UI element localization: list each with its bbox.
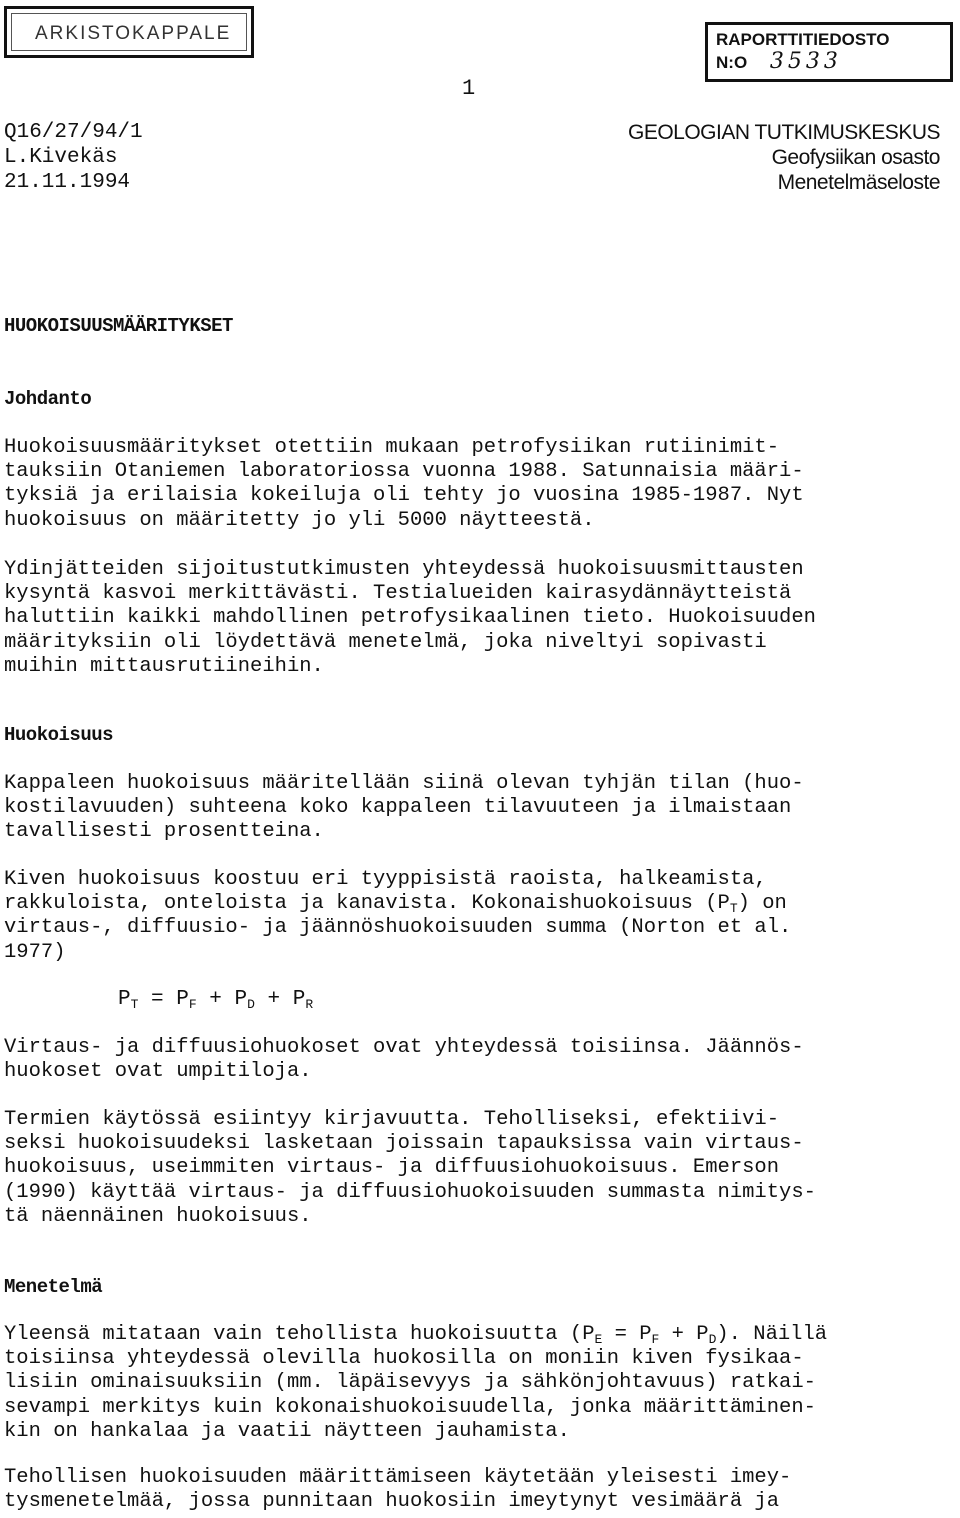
department-name: Geofysiikan osasto (771, 146, 940, 169)
method-paragraph-1-text-d: ). Näillä toisiinsa yhteydessä olevilla huokosilla on moniin kiven fysikaa- lisiin ominaisuuksiin (mm. läpäisevyys ja sähkönjohtavuus) ratkai- sevampi merkitys kuin kokonaishuokoisuudella, jonka määrittäminen- kin on hankalaa ja vaatii näytteen jauhamista. (4, 1323, 828, 1443)
formula-residual-porosity: P (292, 988, 306, 1011)
archive-stamp-label: ARKISTOKAPPALE (35, 23, 232, 44)
report-stamp-number: 3533 (769, 49, 842, 74)
formula-total-subscript: T (130, 997, 139, 1012)
porosity-paragraph-1: Kappaleen huokoisuus määritellään siinä olevan tyhjän tilan (huo- kostilavuuden) suhteena koko kappaleen tilavuuteen ja ilmaistaan tavallisesti prosentteina. (4, 772, 804, 844)
method-paragraph-1-subscript-f: F (651, 1332, 660, 1347)
report-stamp-number-label: N:O (716, 53, 748, 72)
porosity-paragraph-2 (4, 868, 940, 965)
formula-residual-subscript: R (305, 997, 314, 1012)
report-file-stamp (705, 22, 953, 82)
archive-copy-stamp (4, 6, 254, 58)
formula-diffusion-porosity: P (234, 988, 248, 1011)
document-reference-block (4, 120, 143, 195)
section-heading-porosity: Huokoisuus (4, 724, 114, 746)
intro-paragraph-1: Huokoisuusmääritykset otettiin mukaan petrofysiikan rutiinimit- tauksiin Otaniemen laboratoriossa vuonna 1988. Satunnaisia määri- tyksiä ja erilaisia kokeiluja oli tehty jo vuosina 1985-1987. Nyt huokoisuus on määritetty jo yli 5000 näytteestä. (4, 436, 804, 532)
document-reference: Q16/27/94/1 (4, 121, 143, 144)
method-paragraph-1-text-a: Yleensä mitataan vain tehollista huokoisuutta (P (4, 1323, 595, 1346)
archive-stamp-border (11, 13, 247, 51)
method-paragraph-2: Tehollisen huokoisuuden määrittämiseen käytetään yleisesti imey- tysmenetelmää, jossa punnitaan huokosiin imeytynyt vesimäärä ja (4, 1466, 792, 1514)
porosity-paragraph-4: Termien käytössä esiintyy kirjavuutta. Teholliseksi, efektiivi- seksi huokoisuudeksi lasketaan joissain tapauksissa vain virtaus- huokoisuus, useimmiten virtaus- ja diffuusiohuokoisuus. Emerson (1990) käyttää virtaus- ja diffuusiohuokoisuuden summasta nimitys- tä näennäinen huokoisuus. (4, 1108, 816, 1228)
document-date: 21.11.1994 (4, 171, 131, 194)
page-number: 1 (462, 76, 476, 101)
report-stamp-label: RAPORTTITIEDOSTO (716, 30, 890, 49)
document-author: L.Kivekäs (4, 146, 118, 169)
porosity-paragraph-2-text-a: Kiven huokoisuus koostuu eri tyyppisistä raoista, halkeamista, rakkuloista, onteloista ja kanavista. Kokonaishuokoisuus (P (4, 868, 767, 916)
method-paragraph-1-text-c: + P (659, 1323, 709, 1346)
porosity-paragraph-2-text-b: ) on virtaus-, diffuusio- ja jäännöshuokoisuuden summa (Norton et al. 1977) (4, 892, 792, 964)
method-paragraph-1-text-b: = P (602, 1323, 652, 1346)
document-type: Menetelmäseloste (777, 171, 940, 194)
organization-block (628, 120, 940, 195)
section-heading-introduction: Johdanto (4, 388, 92, 410)
method-paragraph-1-subscript-e: E (594, 1332, 603, 1347)
report-stamp-number-row (716, 51, 950, 74)
section-heading-method: Menetelmä (4, 1276, 103, 1298)
organization-name: GEOLOGIAN TUTKIMUSKESKUS (627, 121, 940, 144)
formula-flow-subscript: F (188, 997, 197, 1012)
porosity-paragraph-3: Virtaus- ja diffuusiohuokoset ovat yhteydessä toisiinsa. Jäännös- huokoset ovat umpitiloja. (4, 1036, 804, 1084)
intro-paragraph-2: Ydinjätteiden sijoitustutkimusten yhteydessä huokoisuusmittausten kysyntä kasvoi merkittävästi. Testialueiden kairasydännäytteistä haluttiin kaikki mahdollinen petrofysikaalinen tieto. Huokoisuuden määrityksiin oli löydettävä menetelmä, joka niveltyi sopivasti muihin mittausrutiineihin. (4, 558, 816, 678)
method-paragraph-1 (4, 1323, 940, 1444)
formula-flow-porosity: P (176, 988, 189, 1011)
formula-diffusion-subscript: D (247, 997, 255, 1012)
formula-total-porosity: P (118, 988, 131, 1011)
porosity-paragraph-2-subscript: T (729, 901, 738, 917)
document-title: HUOKOISUUSMÄÄRITYKSET (4, 315, 233, 337)
method-paragraph-1-subscript-d: D (708, 1332, 717, 1347)
porosity-formula: $P_T = P_F + P_D + P_R$ (118, 988, 314, 1012)
